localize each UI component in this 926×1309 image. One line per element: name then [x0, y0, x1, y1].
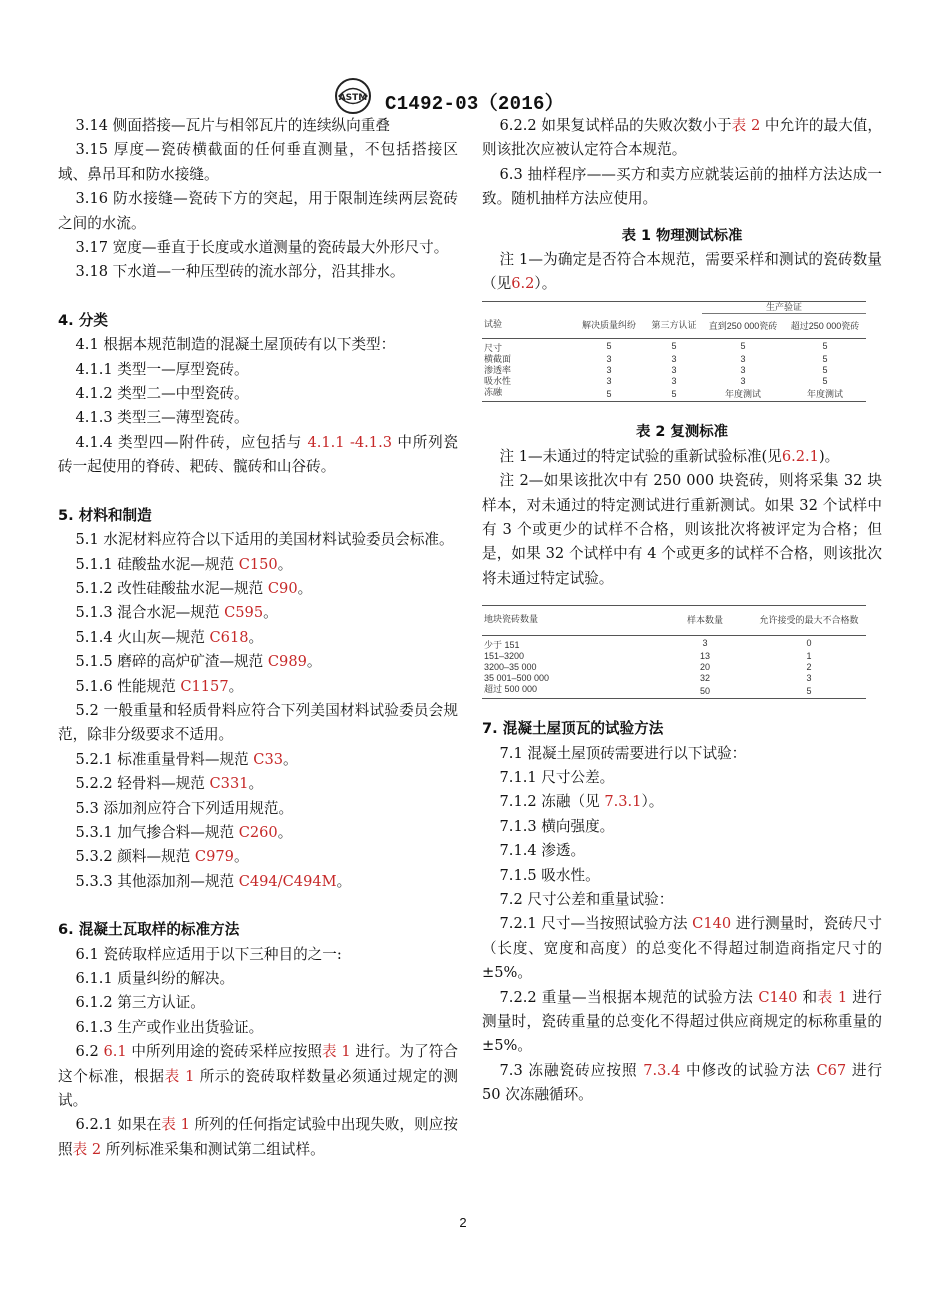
para-6-3: 6.3 抽样程序——买方和卖方应就装运前的抽样方法达成一致。随机抽样方法应使用。	[482, 165, 882, 208]
ref-table-1[interactable]: 表 1	[322, 1043, 351, 1061]
ref-c595[interactable]: C595	[224, 604, 264, 622]
table-row: 35 001–500 000 32 3	[484, 673, 812, 684]
table-row: 冻融 5 5 年度测试 年度测试	[482, 387, 866, 402]
para-6-1-3: 6.1.3 生产或作业出货验证。	[75, 1018, 264, 1036]
table-1-group-header: 生产验证	[702, 301, 866, 313]
ref-table-1[interactable]: 表 1	[164, 1067, 195, 1085]
table-row: 横截面 3 3 3 5	[484, 354, 828, 365]
ref-c150[interactable]: C150	[238, 555, 278, 573]
ref-c260[interactable]: C260	[238, 823, 278, 841]
para-5-3-3: 5.3.3 其他添加剂—规范 C494/C494M。	[75, 872, 352, 890]
para-3-16: 3.16 防水接缝—瓷砖下方的突起，用于限制连续两层瓷砖之间的水流。	[58, 190, 458, 232]
para-5-1-3: 5.1.3 混合水泥—规范 C595。	[75, 604, 278, 622]
para-7-1-3: 7.1.3 横向强度。	[499, 817, 615, 835]
para-3-17: 3.17 宽度—垂直于长度或水道测量的瓷砖最大外形尺寸。	[75, 239, 449, 257]
ref-c140[interactable]: C140	[692, 915, 732, 933]
heading-5: 5. 材料和制造	[58, 506, 152, 524]
para-5-1-1: 5.1.1 硅酸盐水泥—规范 C150。	[75, 555, 293, 573]
para-3-18: 3.18 下水道—一种压型砖的流水部分，沿其排水。	[75, 263, 405, 281]
ref-c90[interactable]: C90	[267, 579, 298, 597]
ref-4-1-1-4-1-3[interactable]: 4.1.1 -4.1.3	[307, 433, 393, 451]
svg-text:ASTM: ASTM	[338, 93, 368, 103]
para-7-1-1: 7.1.1 尺寸公差。	[499, 769, 615, 786]
para-5-1: 5.1 水泥材料应符合以下适用的美国材料试验委员会标准。	[75, 531, 454, 549]
table-row: 151–3200 13 1	[484, 651, 812, 662]
table-header: 试验	[484, 319, 503, 330]
para-4-1: 4.1 根据本规范制造的混凝土屋顶砖有以下类型：	[75, 336, 396, 354]
para-6-1-2: 6.1.2 第三方认证。	[75, 994, 205, 1012]
table-row: 超过 500 000 50 5	[482, 684, 866, 699]
table-1-note: 注 1—为确定是否符合本规范，需要采样和测试的瓷砖数量（见6.2）。	[482, 251, 882, 293]
para-7-1-4: 7.1.4 渗透。	[499, 842, 586, 860]
table-row: 少于 151 3 0	[484, 638, 812, 651]
page-header	[0, 76, 926, 118]
ref-c618[interactable]: C618	[209, 628, 249, 646]
para-7-1: 7.1 混凝土屋顶砖需要进行以下试验：	[499, 744, 747, 762]
table-row: 3200–35 000 20 2	[484, 662, 812, 673]
ref-table-2[interactable]: 表 2	[72, 1140, 102, 1158]
right-column	[482, 114, 882, 1108]
para-5-2: 5.2 一般重量和轻质骨料应符合下列美国材料试验委员会规范，除非分级要求不适用。	[58, 701, 458, 744]
para-7-1-5: 7.1.5 吸水性。	[499, 866, 600, 884]
ref-c494[interactable]: C494/C494M	[238, 872, 337, 890]
para-5-3-1: 5.3.1 加气掺合料—规范 C260。	[75, 823, 293, 841]
para-7-2-1: 7.2.1 尺寸—当按照试验方法 C140 进行测量时，瓷砖尺寸（长度、宽度和高度）的总变化不得超过制造商指定尺寸的±5%。	[482, 915, 882, 982]
table-header: 样本数量	[686, 615, 723, 626]
table-2	[482, 605, 866, 699]
para-5-3: 5.3 添加剂应符合下列适用规范。	[75, 799, 294, 817]
para-4-1-4: 4.1.4 类型四—附件砖，应包括与 4.1.1 -4.1.3 中所列瓷砖一起使用的脊砖、耙砖、髋砖和山谷砖。	[58, 433, 459, 476]
heading-7: 7. 混凝土屋顶瓦的试验方法	[482, 720, 664, 738]
left-column	[58, 114, 458, 1162]
page-number: 2	[459, 1215, 467, 1230]
para-6-1: 6.1 瓷砖取样应适用于以下三种目的之一:	[75, 945, 342, 963]
ref-6-2[interactable]: 6.2	[511, 275, 535, 293]
table-row: 渗透率 3 3 3 5	[484, 365, 828, 376]
ref-c979[interactable]: C979	[194, 848, 234, 866]
table-2-note-1: 注 1—未通过的特定试验的重新试验标准(见6.2.1)。	[499, 447, 840, 465]
ref-6-2-1[interactable]: 6.2.1	[781, 447, 819, 465]
table-1	[482, 301, 866, 403]
ref-c1157[interactable]: C1157	[180, 677, 229, 695]
heading-6: 6. 混凝土瓦取样的标准方法	[58, 921, 240, 939]
para-5-1-2: 5.1.2 改性硅酸盐水泥—规范 C90。	[75, 579, 313, 597]
para-6-1-1: 6.1.1 质量纠纷的解决。	[75, 970, 235, 987]
ref-c33[interactable]: C33	[253, 750, 284, 768]
table-header: 允许接受的最大不合格数	[759, 615, 859, 626]
table-header: 直到250 000瓷砖	[708, 320, 778, 331]
para-6-2: 6.2 6.1 中所列用途的瓷砖采样应按照表 1 进行。为了符合这个标准，根据表 1 所示的瓷砖取样数量必须通过规定的测试。	[58, 1043, 459, 1110]
para-6-2-2: 6.2.2 如果复试样品的失败次数小于表 2 中允许的最大值，则该批次应被认定符合本规范。	[482, 117, 882, 159]
para-5-2-2: 5.2.2 轻骨料—规范 C331。	[75, 775, 264, 793]
para-5-1-4: 5.1.4 火山灰—规范 C618。	[75, 628, 264, 646]
para-5-2-1: 5.2.1 标准重量骨料—规范 C33。	[75, 750, 298, 768]
para-5-3-2: 5.3.2 颜料—规范 C979。	[75, 848, 249, 866]
ref-c331[interactable]: C331	[209, 775, 249, 793]
para-4-1-2: 4.1.2 类型二—中型瓷砖。	[75, 385, 249, 403]
table-2-caption: 表 2 复测标准	[636, 424, 728, 441]
para-5-1-5: 5.1.5 磨碎的高炉矿渣—规范 C989。	[75, 653, 322, 671]
table-header: 解决质量纠纷	[581, 320, 636, 331]
ref-c989[interactable]: C989	[267, 653, 307, 671]
ref-7-3-4[interactable]: 7.3.4	[643, 1061, 681, 1079]
para-3-14: 3.14 侧面搭接—瓦片与相邻瓦片的连续纵向重叠	[75, 117, 390, 134]
ref-6-1[interactable]: 6.1	[103, 1043, 127, 1061]
ref-table-1[interactable]: 表 1	[161, 1116, 190, 1134]
heading-4: 4. 分类	[58, 311, 108, 329]
para-3-15: 3.15 厚度—瓷砖横截面的任何垂直测量，不包括搭接区域、鼻吊耳和防水接缝。	[58, 141, 458, 183]
ref-7-3-1[interactable]: 7.3.1	[604, 793, 642, 811]
table-header: 超过250 000瓷砖	[790, 320, 860, 331]
ref-table-2[interactable]: 表 2	[731, 117, 761, 134]
para-6-2-1: 6.2.1 如果在表 1 所列的任何指定试验中出现失败，则应按照表 2 所列标准采集和测试第二组试样。	[58, 1116, 458, 1158]
ref-table-1[interactable]: 表 1	[817, 988, 848, 1006]
table-header: 第三方认证	[651, 320, 697, 331]
para-4-1-3: 4.1.3 类型三—薄型瓷砖。	[75, 409, 249, 427]
table-row: 吸水性 3 3 3 5	[484, 376, 828, 387]
table-1-caption: 表 1 物理测试标准	[621, 227, 743, 244]
astm-logo-icon	[330, 76, 376, 116]
para-7-2-2: 7.2.2 重量—当根据本规范的试验方法 C140 和表 1 进行测量时，瓷砖重量的总变化不得超过供应商规定的标称重量的±5%。	[482, 988, 882, 1055]
para-4-1-1: 4.1.1 类型一—厚型瓷砖。	[75, 360, 249, 378]
para-7-1-2: 7.1.2 冻融（见 7.3.1）。	[499, 793, 664, 811]
para-7-2: 7.2 尺寸公差和重量试验：	[499, 891, 674, 909]
para-5-1-6: 5.1.6 性能规范 C1157。	[75, 677, 244, 695]
table-row: 尺寸 5 5 5 5	[484, 341, 828, 354]
ref-c140[interactable]: C140	[758, 988, 798, 1006]
document-id: C1492-03（2016）	[385, 93, 565, 115]
table-2-note-2: 注 2—如果该批次中有 250 000 块瓷砖，则将采集 32 块样本，对未通过的特定测试进行重新测试。如果 32 个试样中有 3 个或更少的试样不合格，则该批次将被评定为合格；但是，如果 32 个试样中有 4 个或更多的试样不合格，则该批次将未通过特定试验。	[482, 472, 882, 587]
ref-c67[interactable]: C67	[816, 1061, 847, 1079]
para-7-3: 7.3 冻融瓷砖应按照 7.3.4 中修改的试验方法 C67 进行 50 次冻融循环。	[482, 1061, 883, 1104]
table-header: 地块瓷砖数量	[484, 614, 539, 625]
